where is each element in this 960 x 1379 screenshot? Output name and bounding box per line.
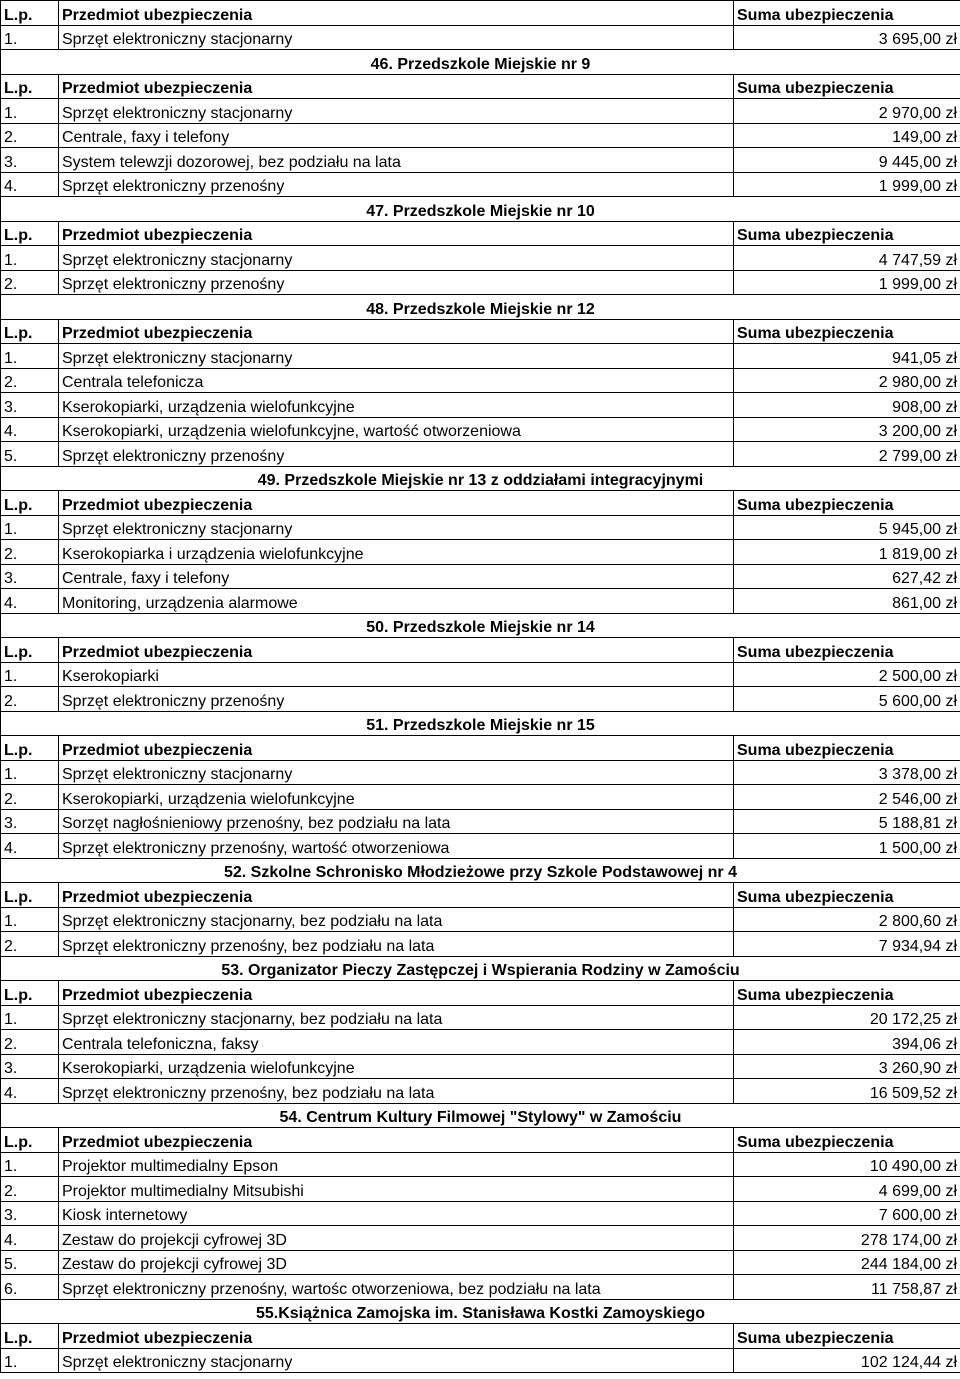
header-sum: Suma ubezpieczenia xyxy=(734,883,960,908)
header-sum: Suma ubezpieczenia xyxy=(734,319,960,344)
section-title-row xyxy=(1,956,960,981)
row-item: Kserokopiarki, urządzenia wielofunkcyjne xyxy=(59,785,734,810)
row-item: Centrala telefoniczna, faksy xyxy=(59,1030,734,1055)
row-lp: 1. xyxy=(1,25,59,50)
row-item: Projektor multimedialny Mitsubishi xyxy=(59,1177,734,1202)
header-lp: L.p. xyxy=(1,319,59,344)
row-item: Sprzęt elektroniczny przenośny xyxy=(59,442,734,467)
column-header-row xyxy=(1,221,960,246)
row-sum: 3 378,00 zł xyxy=(734,760,960,785)
row-lp: 2. xyxy=(1,1030,59,1055)
row-lp: 4. xyxy=(1,589,59,614)
row-sum: 7 934,94 zł xyxy=(734,932,960,957)
table-row xyxy=(1,25,960,50)
header-sum: Suma ubezpieczenia xyxy=(734,491,960,516)
column-header-row xyxy=(1,638,960,663)
section-title-row xyxy=(1,711,960,736)
table-row xyxy=(1,344,960,369)
table-row xyxy=(1,760,960,785)
row-item: Centrale, faxy i telefony xyxy=(59,564,734,589)
header-item: Przedmiot ubezpieczenia xyxy=(59,981,734,1006)
table-row xyxy=(1,442,960,467)
column-header-row xyxy=(1,736,960,761)
header-lp: L.p. xyxy=(1,1,59,26)
table-row xyxy=(1,99,960,124)
row-item: Sprzęt elektroniczny stacjonarny xyxy=(59,515,734,540)
row-item: Sprzęt elektroniczny stacjonarny xyxy=(59,99,734,124)
table-row xyxy=(1,540,960,565)
row-item: Centrala telefonicza xyxy=(59,368,734,393)
row-lp: 2. xyxy=(1,1177,59,1202)
table-row xyxy=(1,246,960,271)
row-item: Sprzęt elektroniczny przenośny xyxy=(59,270,734,295)
row-lp: 4. xyxy=(1,172,59,197)
row-sum: 102 124,44 zł xyxy=(734,1348,960,1373)
row-item: Kserokopiarki, urządzenia wielofunkcyjne xyxy=(59,393,734,418)
row-sum: 394,06 zł xyxy=(734,1030,960,1055)
row-sum: 627,42 zł xyxy=(734,564,960,589)
header-lp: L.p. xyxy=(1,221,59,246)
header-sum: Suma ubezpieczenia xyxy=(734,1128,960,1153)
row-sum: 4 747,59 zł xyxy=(734,246,960,271)
section-title: 55.Książnica Zamojska im. Stanisława Kostki Zamoyskiego xyxy=(1,1299,960,1324)
row-item: Sprzęt elektroniczny przenośny, wartośc otworzeniowa, bez podziału na lata xyxy=(59,1275,734,1300)
column-header-row xyxy=(1,883,960,908)
row-sum: 9 445,00 zł xyxy=(734,148,960,173)
row-sum: 244 184,00 zł xyxy=(734,1250,960,1275)
header-lp: L.p. xyxy=(1,736,59,761)
row-lp: 1. xyxy=(1,760,59,785)
row-item: Projektor multimedialny Epson xyxy=(59,1152,734,1177)
table-row xyxy=(1,809,960,834)
row-lp: 4. xyxy=(1,417,59,442)
section-title-row xyxy=(1,613,960,638)
row-item: Zestaw do projekcji cyfrowej 3D xyxy=(59,1250,734,1275)
row-lp: 3. xyxy=(1,148,59,173)
row-sum: 7 600,00 zł xyxy=(734,1201,960,1226)
row-item: Sprzęt elektroniczny stacjonarny xyxy=(59,246,734,271)
row-sum: 2 799,00 zł xyxy=(734,442,960,467)
row-lp: 2. xyxy=(1,123,59,148)
row-lp: 3. xyxy=(1,1054,59,1079)
section-title: 52. Szkolne Schronisko Młodzieżowe przy Szkole Podstawowej nr 4 xyxy=(1,858,960,883)
row-lp: 1. xyxy=(1,662,59,687)
row-sum: 908,00 zł xyxy=(734,393,960,418)
header-lp: L.p. xyxy=(1,74,59,99)
row-lp: 2. xyxy=(1,270,59,295)
table-row xyxy=(1,1250,960,1275)
header-item: Przedmiot ubezpieczenia xyxy=(59,883,734,908)
header-sum: Suma ubezpieczenia xyxy=(734,74,960,99)
section-title-row xyxy=(1,466,960,491)
table-row xyxy=(1,1054,960,1079)
table-row xyxy=(1,1079,960,1104)
table-row xyxy=(1,564,960,589)
row-lp: 3. xyxy=(1,564,59,589)
row-item: Kserokopiarki xyxy=(59,662,734,687)
header-item: Przedmiot ubezpieczenia xyxy=(59,1324,734,1349)
table-row xyxy=(1,148,960,173)
table-row xyxy=(1,1030,960,1055)
table-row xyxy=(1,932,960,957)
row-item: Sprzęt elektroniczny stacjonarny xyxy=(59,1348,734,1373)
section-title-row xyxy=(1,50,960,75)
row-sum: 4 699,00 zł xyxy=(734,1177,960,1202)
row-item: Kserokopiarki, urządzenia wielofunkcyjne xyxy=(59,1054,734,1079)
row-lp: 2. xyxy=(1,932,59,957)
row-sum: 2 800,60 zł xyxy=(734,907,960,932)
row-sum: 1 999,00 zł xyxy=(734,270,960,295)
table-row xyxy=(1,1005,960,1030)
section-title: 54. Centrum Kultury Filmowej "Stylowy" w Zamościu xyxy=(1,1103,960,1128)
table-row xyxy=(1,1275,960,1300)
row-item: Zestaw do projekcji cyfrowej 3D xyxy=(59,1226,734,1251)
row-sum: 3 200,00 zł xyxy=(734,417,960,442)
row-item: Sprzęt elektroniczny stacjonarny, bez podziału na lata xyxy=(59,1005,734,1030)
table-row xyxy=(1,393,960,418)
row-sum: 3 695,00 zł xyxy=(734,25,960,50)
row-sum: 2 980,00 zł xyxy=(734,368,960,393)
row-sum: 278 174,00 zł xyxy=(734,1226,960,1251)
row-item: Sprzęt elektroniczny przenośny xyxy=(59,172,734,197)
section-title-row xyxy=(1,858,960,883)
table-row xyxy=(1,687,960,712)
table-row xyxy=(1,417,960,442)
row-sum: 1 819,00 zł xyxy=(734,540,960,565)
row-lp: 1. xyxy=(1,1005,59,1030)
header-item: Przedmiot ubezpieczenia xyxy=(59,319,734,344)
header-item: Przedmiot ubezpieczenia xyxy=(59,1,734,26)
header-item: Przedmiot ubezpieczenia xyxy=(59,74,734,99)
row-sum: 3 260,90 zł xyxy=(734,1054,960,1079)
row-lp: 3. xyxy=(1,809,59,834)
row-sum: 1 500,00 zł xyxy=(734,834,960,859)
row-item: Kserokopiarki, urządzenia wielofunkcyjne, wartość otworzeniowa xyxy=(59,417,734,442)
row-item: Sprzęt elektroniczny stacjonarny xyxy=(59,344,734,369)
row-item: Sprzęt elektroniczny stacjonarny xyxy=(59,25,734,50)
row-item: Kserokopiarka i urządzenia wielofunkcyjne xyxy=(59,540,734,565)
row-lp: 1. xyxy=(1,344,59,369)
row-sum: 861,00 zł xyxy=(734,589,960,614)
row-lp: 4. xyxy=(1,1079,59,1104)
row-sum: 5 188,81 zł xyxy=(734,809,960,834)
header-lp: L.p. xyxy=(1,491,59,516)
header-lp: L.p. xyxy=(1,1128,59,1153)
section-title: 48. Przedszkole Miejskie nr 12 xyxy=(1,295,960,320)
header-sum: Suma ubezpieczenia xyxy=(734,736,960,761)
row-lp: 1. xyxy=(1,246,59,271)
row-item: Monitoring, urządzenia alarmowe xyxy=(59,589,734,614)
row-item: System telewzji dozorowej, bez podziału na lata xyxy=(59,148,734,173)
header-sum: Suma ubezpieczenia xyxy=(734,1324,960,1349)
header-lp: L.p. xyxy=(1,1324,59,1349)
table-row xyxy=(1,1152,960,1177)
row-lp: 2. xyxy=(1,368,59,393)
header-item: Przedmiot ubezpieczenia xyxy=(59,491,734,516)
header-lp: L.p. xyxy=(1,638,59,663)
table-row xyxy=(1,1226,960,1251)
section-title-row xyxy=(1,1299,960,1324)
row-sum: 5 600,00 zł xyxy=(734,687,960,712)
row-sum: 20 172,25 zł xyxy=(734,1005,960,1030)
row-lp: 3. xyxy=(1,393,59,418)
section-title-row xyxy=(1,295,960,320)
row-sum: 149,00 zł xyxy=(734,123,960,148)
row-lp: 1. xyxy=(1,99,59,124)
header-item: Przedmiot ubezpieczenia xyxy=(59,221,734,246)
row-lp: 6. xyxy=(1,1275,59,1300)
table-row xyxy=(1,834,960,859)
table-row xyxy=(1,1177,960,1202)
column-header-row xyxy=(1,1,960,26)
table-row xyxy=(1,1201,960,1226)
column-header-row xyxy=(1,1324,960,1349)
row-sum: 2 546,00 zł xyxy=(734,785,960,810)
row-item: Sprzęt elektroniczny przenośny, wartość otworzeniowa xyxy=(59,834,734,859)
row-sum: 941,05 zł xyxy=(734,344,960,369)
section-title: 46. Przedszkole Miejskie nr 9 xyxy=(1,50,960,75)
header-item: Przedmiot ubezpieczenia xyxy=(59,638,734,663)
column-header-row xyxy=(1,74,960,99)
header-lp: L.p. xyxy=(1,883,59,908)
row-item: Sorzęt nagłośnieniowy przenośny, bez podziału na lata xyxy=(59,809,734,834)
column-header-row xyxy=(1,491,960,516)
row-lp: 1. xyxy=(1,1348,59,1373)
table-row xyxy=(1,785,960,810)
row-lp: 2. xyxy=(1,785,59,810)
row-item: Sprzęt elektroniczny stacjonarny, bez podziału na lata xyxy=(59,907,734,932)
section-title: 49. Przedszkole Miejskie nr 13 z oddziałami integracyjnymi xyxy=(1,466,960,491)
table-row xyxy=(1,368,960,393)
table-row xyxy=(1,515,960,540)
row-sum: 1 999,00 zł xyxy=(734,172,960,197)
row-sum: 16 509,52 zł xyxy=(734,1079,960,1104)
row-item: Centrale, faxy i telefony xyxy=(59,123,734,148)
row-item: Sprzęt elektroniczny przenośny xyxy=(59,687,734,712)
column-header-row xyxy=(1,981,960,1006)
row-lp: 5. xyxy=(1,442,59,467)
insurance-table-body xyxy=(1,1,960,1373)
row-item: Sprzęt elektroniczny przenośny, bez podziału na lata xyxy=(59,1079,734,1104)
section-title: 51. Przedszkole Miejskie nr 15 xyxy=(1,711,960,736)
row-lp: 1. xyxy=(1,907,59,932)
row-sum: 2 500,00 zł xyxy=(734,662,960,687)
column-header-row xyxy=(1,319,960,344)
header-sum: Suma ubezpieczenia xyxy=(734,638,960,663)
table-row xyxy=(1,1348,960,1373)
header-sum: Suma ubezpieczenia xyxy=(734,221,960,246)
row-lp: 4. xyxy=(1,834,59,859)
row-lp: 2. xyxy=(1,540,59,565)
table-row xyxy=(1,172,960,197)
column-header-row xyxy=(1,1128,960,1153)
header-sum: Suma ubezpieczenia xyxy=(734,1,960,26)
row-sum: 10 490,00 zł xyxy=(734,1152,960,1177)
row-sum: 2 970,00 zł xyxy=(734,99,960,124)
section-title: 53. Organizator Pieczy Zastępczej i Wspierania Rodziny w Zamościu xyxy=(1,956,960,981)
table-row xyxy=(1,270,960,295)
header-item: Przedmiot ubezpieczenia xyxy=(59,736,734,761)
header-item: Przedmiot ubezpieczenia xyxy=(59,1128,734,1153)
row-lp: 1. xyxy=(1,1152,59,1177)
row-lp: 4. xyxy=(1,1226,59,1251)
row-item: Kiosk internetowy xyxy=(59,1201,734,1226)
header-sum: Suma ubezpieczenia xyxy=(734,981,960,1006)
row-item: Sprzęt elektroniczny przenośny, bez podziału na lata xyxy=(59,932,734,957)
table-row xyxy=(1,123,960,148)
row-lp: 5. xyxy=(1,1250,59,1275)
section-title-row xyxy=(1,197,960,222)
row-lp: 1. xyxy=(1,515,59,540)
table-row xyxy=(1,662,960,687)
row-sum: 11 758,87 zł xyxy=(734,1275,960,1300)
row-sum: 5 945,00 zł xyxy=(734,515,960,540)
section-title: 50. Przedszkole Miejskie nr 14 xyxy=(1,613,960,638)
section-title-row xyxy=(1,1103,960,1128)
row-lp: 3. xyxy=(1,1201,59,1226)
section-title: 47. Przedszkole Miejskie nr 10 xyxy=(1,197,960,222)
table-row xyxy=(1,589,960,614)
row-item: Sprzęt elektroniczny stacjonarny xyxy=(59,760,734,785)
row-lp: 2. xyxy=(1,687,59,712)
table-row xyxy=(1,907,960,932)
header-lp: L.p. xyxy=(1,981,59,1006)
